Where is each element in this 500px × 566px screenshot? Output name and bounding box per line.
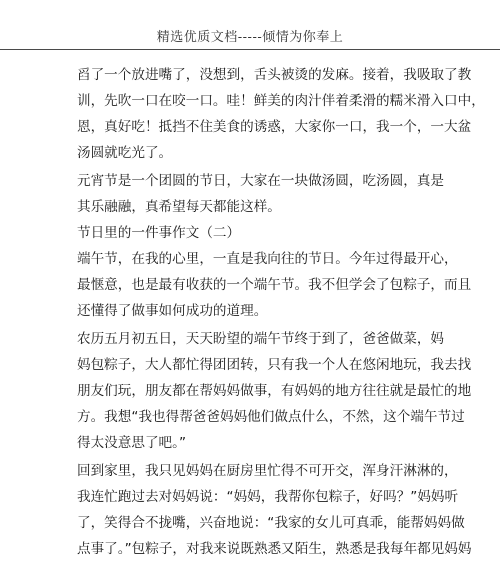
text-line: 妈包粽子，大人都忙得团团转，只有我一个人在悠闲地玩，我去找: [77, 357, 472, 373]
text-line: 回到家里，我只见妈妈在厨房里忙得不可开交，浑身汗淋淋的，: [77, 463, 458, 479]
text-line: 方。我想“我也得帮爸爸妈妈他们做点什么，不然，这个端午节过: [77, 409, 465, 425]
text-line: 还懂得了做事如何成功的道理。: [77, 303, 268, 319]
text-line: 汤圆就吃光了。: [77, 145, 173, 161]
section-heading: 节日里的一件事作文（二）: [77, 225, 241, 241]
text-line: 朋友们玩，朋友都在帮妈妈做事，有妈妈的地方往往就是最忙的地: [77, 383, 472, 399]
text-line: 其乐融融，真希望每天都能这样。: [77, 199, 281, 215]
text-line: 点事了。”包粽子，对我来说既熟悉又陌生，熟悉是我每年都见妈妈: [77, 541, 472, 557]
text-line: 得太没意思了吧。”: [77, 435, 186, 451]
page-header: [0, 0, 500, 50]
header-title: 精选优质文档-----倾情为你奉上: [156, 30, 344, 45]
text-line: 元宵节是一个团圆的节日，大家在一块做汤圆，吃汤圆，真是: [77, 173, 445, 189]
text-line: 恩，真好吃！抵挡不住美食的诱惑，大家你一口，我一个，一大盆: [77, 119, 472, 135]
text-line: 训，先吹一口在咬一口。哇！鲜美的肉汁伴着柔滑的糯米滑入口中，: [77, 93, 485, 109]
text-line: 舀了一个放进嘴了，没想到，舌头被烫的发麻。接着，我吸取了教: [77, 67, 472, 83]
text-line: 了，笑得合不拢嘴，兴奋地说：“我家的女儿可真乖，能帮妈妈做: [77, 515, 465, 531]
text-line: 我连忙跑过去对妈妈说：“妈妈，我帮你包粽子，好吗？”妈妈听: [77, 489, 459, 505]
text-line: 端午节，在我的心里，一直是我向往的节日。今年过得最开心，: [77, 251, 458, 267]
text-line: 农历五月初五日，天天盼望的端午节终于到了，爸爸做菜，妈: [77, 331, 445, 347]
text-line: 最惬意，也是最有收获的一个端午节。我不但学会了包粽子，而且: [77, 277, 472, 293]
